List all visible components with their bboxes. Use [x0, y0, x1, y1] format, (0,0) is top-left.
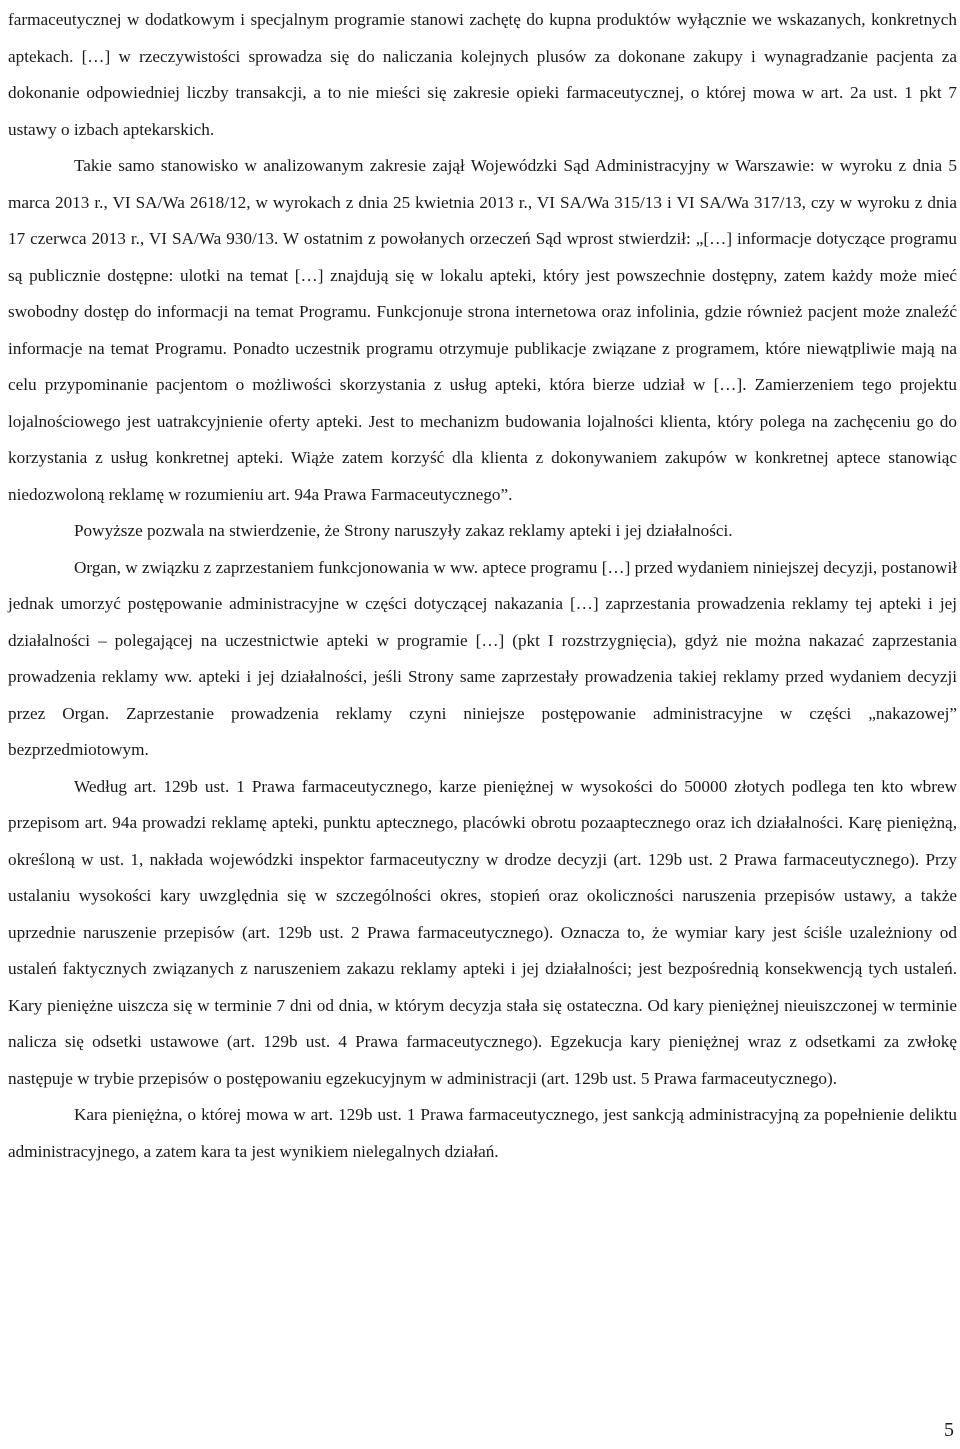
document-page [8, 0, 957, 1170]
paragraph-continuation: farmaceutycznej w dodatkowym i specjalnym programie stanowi zachętę do kupna produktów wyłącznie we wskazanych, konkretnych aptekach. […] w rzeczywistości sprowadza się do naliczania kolejnych plusów za dokonane zakupy i wynagradzanie pacjenta za dokonanie odpowiedniej liczby transakcji, a to nie mieści się zakresie opieki farmaceutycznej, o której mowa w art. 2a ust. 1 pkt 7 ustawy o izbach aptekarskich. [8, 10, 957, 139]
paragraph-court-position: Takie samo stanowisko w analizowanym zakresie zajął Wojewódzki Sąd Administracyjny w Warszawie: w wyroku z dnia 5 marca 2013 r., VI SA/Wa 2618/12, w wyrokach z dnia 25 kwietnia 2013 r., VI SA/Wa 315/13 i VI SA/Wa 317/13, czy w wyroku z dnia 17 czerwca 2013 r., VI SA/Wa 930/13. W ostatnim z powołanych orzeczeń Sąd wprost stwierdził: „[…] informacje dotyczące programu są publicznie dostępne: ulotki na temat […] znajdują się w lokalu apteki, który jest powszechnie dostępny, zatem każdy może mieć swobodny dostęp do informacji na temat Programu. Funkcjonuje strona internetowa oraz infolinia, gdzie również pacjent może znaleźć informacje na temat Programu. Ponadto uczestnik programu otrzymuje publikacje związane z programem, które niewątpliwie mają na celu przypominanie pacjentom o możliwości skorzystania z usług apteki, która bierze udział w […]. Zamierzeniem tego projektu lojalnościowego jest uatrakcyjnienie oferty apteki. Jest to mechanizm budowania lojalności klienta, który polega na zachęceniu go do korzystania z usług konkretnej apteki. Wiąże zatem korzyść dla klienta z dokonywaniem zakupów w konkretnej aptece stanowiąc niedozwoloną reklamę w rozumieniu art. 94a Prawa Farmaceutycznego”. [8, 156, 957, 504]
paragraph-sanction: Kara pieniężna, o której mowa w art. 129b ust. 1 Prawa farmaceutycznego, jest sankcją administracyjną za popełnienie deliktu administracyjnego, a zatem kara ta jest wynikiem nielegalnych działań. [8, 1105, 957, 1161]
page-number: 5 [944, 1419, 954, 1441]
paragraph-penalty-rules: Według art. 129b ust. 1 Prawa farmaceutycznego, karze pieniężnej w wysokości do 50000 złotych podlega ten kto wbrew przepisom art. 94a prowadzi reklamę apteki, punktu aptecznego, placówki obrotu pozaaptecznego oraz ich działalności. Karę pieniężną, określoną w ust. 1, nakłada wojewódzki inspektor farmaceutyczny w drodze decyzji (art. 129b ust. 2 Prawa farmaceutycznego). Przy ustalaniu wysokości kary uwzględnia się w szczególności okres, stopień oraz okoliczności naruszenia przepisów ustawy, a także uprzednie naruszenie przepisów (art. 129b ust. 2 Prawa farmaceutycznego). Oznacza to, że wymiar kary jest ściśle uzależniony od ustaleń faktycznych związanych z naruszeniem zakazu reklamy apteki i jej działalności; jest bezpośrednią konsekwencją tych ustaleń. Kary pieniężne uiszcza się w terminie 7 dni od dnia, w którym decyzja stała się ostateczna. Od kary pieniężnej nieuiszczonej w terminie nalicza się odsetki ustawowe (art. 129b ust. 4 Prawa farmaceutycznego). Egzekucja kary pieniężnej wraz z odsetkami za zwłokę następuje w trybie przepisów o postępowaniu egzekucyjnym w administracji (art. 129b ust. 5 Prawa farmaceutycznego). [8, 776, 957, 1088]
paragraph-discontinuation: Organ, w związku z zaprzestaniem funkcjonowania w ww. aptece programu […] przed wydaniem niniejszej decyzji, postanowił jednak umorzyć postępowanie administracyjne w części dotyczącej nakazania […] zaprzestania prowadzenia reklamy tej apteki i jej działalności – polegającej na uczestnictwie apteki w programie […] (pkt I rozstrzygnięcia), gdyż nie można nakazać zaprzestania prowadzenia reklamy ww. apteki i jej działalności, jeśli Strony same zaprzestały prowadzenia takiej reklamy przed wydaniem decyzji przez Organ. Zaprzestanie prowadzenia reklamy czyni niniejsze postępowanie administracyjne w części „nakazowej” bezprzedmiotowym. [8, 557, 957, 759]
paragraph-conclusion: Powyższe pozwala na stwierdzenie, że Strony naruszyły zakaz reklamy apteki i jej działalności. [74, 521, 733, 540]
